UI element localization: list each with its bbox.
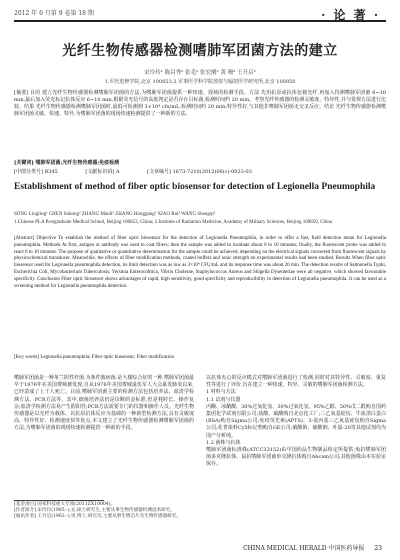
body-text-left: 嗜肺军团菌是一种革兰阴性杆菌,为条件致病菌,是大楼综合征的一种,嗜肺军团菌最早于1976年在美国费城被发现,自从1976年美国费城退伍军人大会暴发肺炎以来,已经造成了上千人死亡。目前,嗜肺军团菌主要的检测方法包括培养法、血清学检测方法、PCR方法等。其中,细菌培养法仍是诊断的金标准,但是耗时长、操作复杂;血清学检测方法易产生假阳性;PCR方法需要专门的仪器和操作人员。光纤生物传感器是以光纤为载体、以抗原抗体反应为基础的一种新型检测方法,具有灵敏度高、特异性好、检测速度快等优点,本文建立了光纤生物传感器检测嗜肺军团菌的方法,为嗜肺军团菌的现场快速检测提供一种新的手段。 (14, 375, 194, 432)
affiliation-cn: 1.军医进修学院,北京 100853;2.军事医学科学院放射与辐射医学研究所,北京 100850 (104, 79, 296, 85)
footnote-rule (14, 500, 104, 501)
page-number: 23 (374, 545, 382, 552)
page-footer (243, 543, 382, 552)
article-title-en: Establishment of method of fiber optic biosensor for detection of Legionella Pneumophila (14, 182, 376, 192)
document-code: [文献标识码] A (85, 169, 120, 175)
keywords-cn: [关键词] 嗜肺军团菌;光纤生物传感器;免疫检测 (14, 160, 120, 166)
keywords-en: [Key words] Legionella pneumophila; Fiber optic biosensor; Fiber modification (14, 355, 174, 360)
section-label: · 论 著 · (321, 8, 380, 22)
article-title-cn: 光纤生物传感器检测嗜肺军团菌方法的建立 (62, 43, 338, 59)
clc-number: [中图分类号] R345 (14, 169, 58, 175)
authors-cn: 宋玲玲¹ 陈昌秀² 张毛² 张宏刚² 黄 珊² 王升启² (144, 70, 256, 76)
article-identifiers-cn (14, 168, 386, 175)
abstract-cn: [摘要] 目的 建立光纤生物传感器检测嗜肺军团菌的方法,为嗜肺军团菌提供一种快速、现场的检测手段。方法 先用抗原或抗体包被光纤,再加入待测嗜肺军团菌 6~10 min,最后加入荧光标记抗体反应 6~10 min,根据荧光信号的高低判定是否存在目标菌,检测时间约 20 min。考察光纤传感器的检测灵敏度、特异性,并与常规方法进行比较。结果 光纤生物传感器检测嗜肺军团菌时,最低可检测到 3×10⁴ cfu/mL,检测时间约 20 min;特异性好,与其他非嗜肺军团菌无交叉反应。结论 光纤生物传感器检测嗜肺军团菌灵敏、快速、特异,为嗜肺军团菌的现场快速检测提供了一种新的方法。 (14, 90, 386, 117)
body-text-right: 以抗体夹心的反应模式对嗜肺军团菌进行了检测,同时对其特异性、灵敏度、重复性等进行了评价,旨在建立一种快速、特异、灵敏的嗜肺军团菌检测方法。 1 材料与方法 1.1 试剂与仪器 丙酮、冰醋酸、30%过氧化氢、30%过氧化氢、95%乙醇、50%戊二醛购自国药集团化学试剂有限公司;盐酸、硫酸购自北京化工厂;三乙氧基硅烷、牛血清白蛋白(BSA)购自Sigma公司;免疫荧光素(APTS)、3-氨丙基三乙氧基硅烷购自Sigma公司;花菁染料Cy5标记物购自GE公司;硝酸钠、硫酸钠、吐温-20等其他试剂均为国产分析纯。 1.2 菌株与抗体 嗜肺军团菌标准株(ATCC33152)由中国药品生物制品检定所提供;兔抗嗜肺军团菌多克隆抗体、鼠抗嗜肺军团菌单克隆抗体购自Abcam公司;其他菌株由本实验室保存。 (206, 375, 386, 468)
affiliation-en: 1.Chinese PLA Postgraduate Medical School, Beijing 100853, China; 2.Institute of Radiation Medicine, Academy of Military Sciences, Beijing 100850, China (14, 220, 333, 225)
journal-issue: 2012 年 6 月第 9 卷第 18 期 (14, 10, 94, 17)
footnotes: [基金项目] 国家科技重大专项(2011ZX10004)。 [作者简介] 宋玲玲(1985.-),女,硕士研究生,主要从事生物传感器检测技术研究。 [通讯作者] 王升启(1962.-),男,博士,研究员,主要从事生物芯片及生物传感器研究。 (14, 502, 181, 520)
authors-en: SONG Lingling¹ CHEN Suhong² ZHANG Maoli² ZHANG Honggang² XIAO Rui² WANG Shengqi² (14, 212, 216, 217)
journal-name: CHINA MEDICAL HERALD 中国医药导报 (243, 545, 365, 552)
article-number: [文章编号] 1673-7210(2012)06(c)-0023-03 (147, 169, 252, 175)
header-rule (14, 20, 386, 22)
abstract-en: [Abstract] Objective To establish the method of fiber optic biosensor for the detection of Legionella Pneumophila, in order to offer a fast, field detection mean for Legionella pneumophila. Methods At first, antigen or antibody was used to coat fibers; then the sample was added to incubate about 6 to 10 minutes; finally, the fluorescent probe was added to react 6 to 10 minutes. The purpose of qualitative or quantitative determination for the sample could be achieved, depending on the electrical signals converted from fluorescent signals by physicochemical transducer. Meanwhile, the effects of fiber modification methods, coated buffers and ionic strength on experimental results had been studied. Results When fiber optic biosensor used for Legionella pneumophila detection, its limit detection was as low as 3×10⁴ CFU/mL and its response time was about 20 min. The detection results of Salmonella Typhi, Escherichia Coli, Mycobacterium Tuberculosis, Yersinia Enterocolitica, Vibrio Cholerae, Staphylococcus Aureus and Shigella Dysenteriae were all negative, which showed favourable specificity. Conclusion Fiber optic biosensor shows advantages of rapid, high sensitivity, good specificity and reproducibility in detection of Legionella pneumophila. It can be used as a screening method for Legionella pneumophila detection. (14, 236, 386, 289)
